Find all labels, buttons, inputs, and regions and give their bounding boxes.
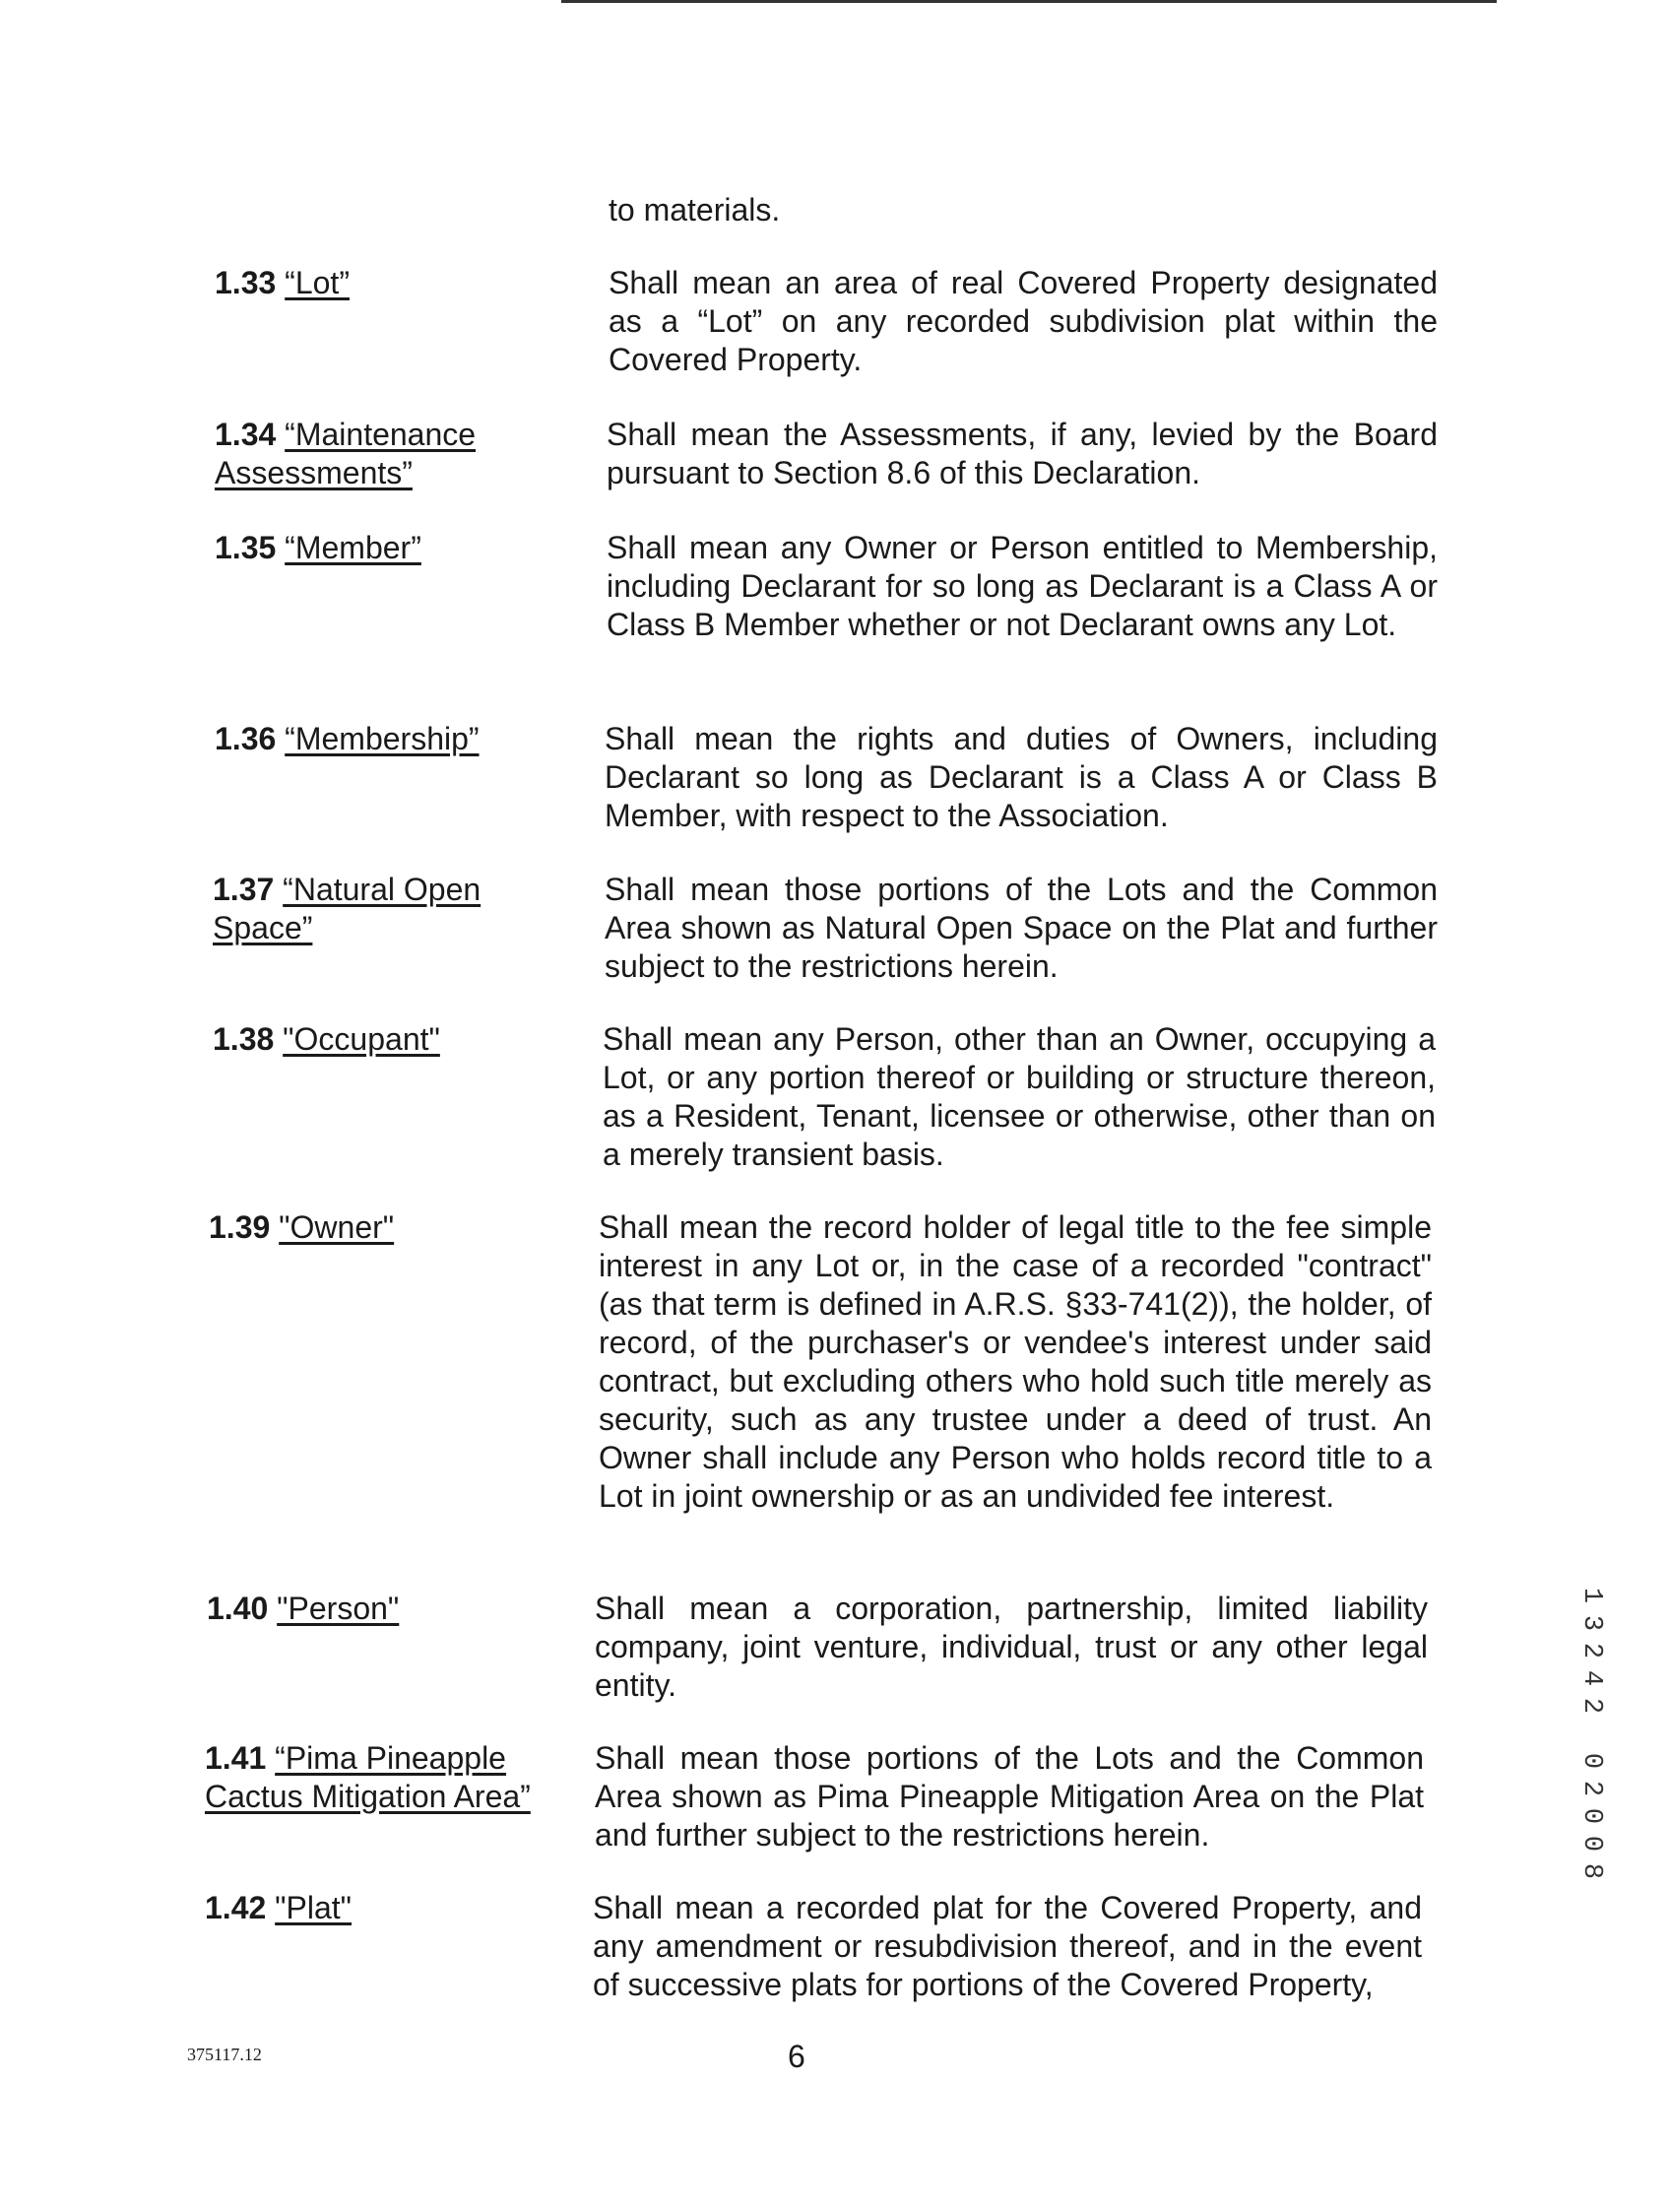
definition-text-occupant: Shall mean any Person, other than an Owner, occupying a Lot, or any portion thereof or building or structure thereon, as a Resident, Tenant, licensee or otherwise, other than on a merely transient basis. bbox=[603, 1021, 1436, 1172]
stamp-digit: 3 bbox=[1576, 1614, 1606, 1632]
definition-text-pima-pineapple-cactus-mitigation-area: Shall mean those portions of the Lots and the Common Area shown as Pima Pineapple Mitigation Area on the Plat and further subject to the restrictions herein. bbox=[595, 1740, 1424, 1853]
definition-text-natural-open-space: Shall mean those portions of the Lots and the Common Area shown as Natural Open Space on the Plat and further subject to the restrictions herein. bbox=[605, 872, 1438, 984]
definition-term: “Membership” bbox=[285, 721, 480, 756]
definition-number: 1.41 bbox=[205, 1740, 267, 1776]
stamp-digit: 0 bbox=[1576, 1752, 1606, 1770]
top-edge-line bbox=[561, 0, 1497, 3]
definition-term-person bbox=[207, 1590, 601, 1628]
stamp-digit: 8 bbox=[1576, 1862, 1606, 1880]
definition-number: 1.39 bbox=[209, 1209, 271, 1245]
definition-text-plat: Shall mean a recorded plat for the Covered Property, and any amendment or resubdivision thereof, and in the event of successive plats for portions of the Covered Property, bbox=[593, 1890, 1422, 2002]
definition-number: 1.33 bbox=[215, 265, 277, 300]
continuation-text: to materials. bbox=[609, 192, 781, 228]
definition-term-maintenance-assessments bbox=[215, 416, 510, 492]
definition-term-pima-pineapple-cactus-mitigation-area bbox=[205, 1739, 559, 1816]
stamp-digit: 2 bbox=[1576, 1780, 1606, 1797]
definition-term: “Natural Open Space” bbox=[213, 872, 482, 945]
definition-text-owner: Shall mean the record holder of legal title to the fee simple interest in any Lot or, in the case of a recorded "contract" (as that term is defined in A.R.S. §33-741(2)), the holder, of record, of the purchaser's or vendee's interest under said contract, but excluding others who hold such title merely as security, such as any trustee under a deed of trust. An Owner shall include any Person who holds record title to a Lot in joint ownership or as an undivided fee interest. bbox=[599, 1209, 1432, 1514]
recording-stamp-line2 bbox=[1576, 1747, 1606, 1885]
definition-text-membership: Shall mean the rights and duties of Owners, including Declarant so long as Declarant is a Class A or Class B Member, with respect to the Association. bbox=[605, 721, 1438, 833]
definition-term-member bbox=[215, 529, 609, 567]
definition-term: "Plat" bbox=[275, 1890, 353, 1925]
definition-number: 1.38 bbox=[213, 1021, 275, 1057]
recording-stamp-line1 bbox=[1576, 1582, 1606, 1720]
definition-number: 1.35 bbox=[215, 530, 277, 565]
definition-term-plat bbox=[205, 1889, 599, 1927]
definition-term: "Owner" bbox=[279, 1209, 395, 1245]
stamp-digit: 4 bbox=[1576, 1669, 1606, 1687]
definition-term-lot bbox=[215, 264, 609, 302]
definition-term: "Occupant" bbox=[283, 1021, 440, 1057]
page-number: 6 bbox=[788, 2039, 805, 2074]
definition-term: “Pima Pineapple Cactus Mitigation Area” bbox=[205, 1740, 531, 1814]
stamp-digit: 0 bbox=[1576, 1807, 1606, 1825]
definition-number: 1.37 bbox=[213, 872, 275, 907]
definition-number: 1.40 bbox=[207, 1591, 269, 1626]
definition-term-natural-open-space bbox=[213, 871, 508, 947]
recording-stamp bbox=[1576, 1582, 1606, 1885]
stamp-digit: 0 bbox=[1576, 1835, 1606, 1853]
stamp-digit: 2 bbox=[1576, 1697, 1606, 1715]
definition-term-occupant bbox=[213, 1020, 607, 1059]
stamp-digit: 2 bbox=[1576, 1642, 1606, 1659]
definition-term: “Member” bbox=[285, 530, 421, 565]
document-code: 375117.12 bbox=[187, 2045, 262, 2064]
definition-number: 1.36 bbox=[215, 721, 277, 756]
definition-number: 1.42 bbox=[205, 1890, 267, 1925]
definition-term: “Lot” bbox=[285, 265, 350, 300]
definition-term: "Person" bbox=[277, 1591, 400, 1626]
definition-text-person: Shall mean a corporation, partnership, limited liability company, joint venture, individual, trust or any other legal entity. bbox=[595, 1591, 1428, 1703]
definition-text-lot: Shall mean an area of real Covered Property designated as a “Lot” on any recorded subdivision plat within the Covered Property. bbox=[609, 265, 1438, 377]
definition-text-member: Shall mean any Owner or Person entitled to Membership, including Declarant for so long as Declarant is a Class A or Class B Member whether or not Declarant owns any Lot. bbox=[607, 530, 1438, 642]
definition-term-owner bbox=[209, 1208, 603, 1247]
definition-term: “Maintenance Assessments” bbox=[215, 417, 477, 490]
definition-text-maintenance-assessments: Shall mean the Assessments, if any, levied by the Board pursuant to Section 8.6 of this Declaration. bbox=[607, 417, 1438, 490]
definition-number: 1.34 bbox=[215, 417, 277, 452]
stamp-digit: 1 bbox=[1576, 1587, 1606, 1604]
definition-term-membership bbox=[215, 720, 609, 758]
